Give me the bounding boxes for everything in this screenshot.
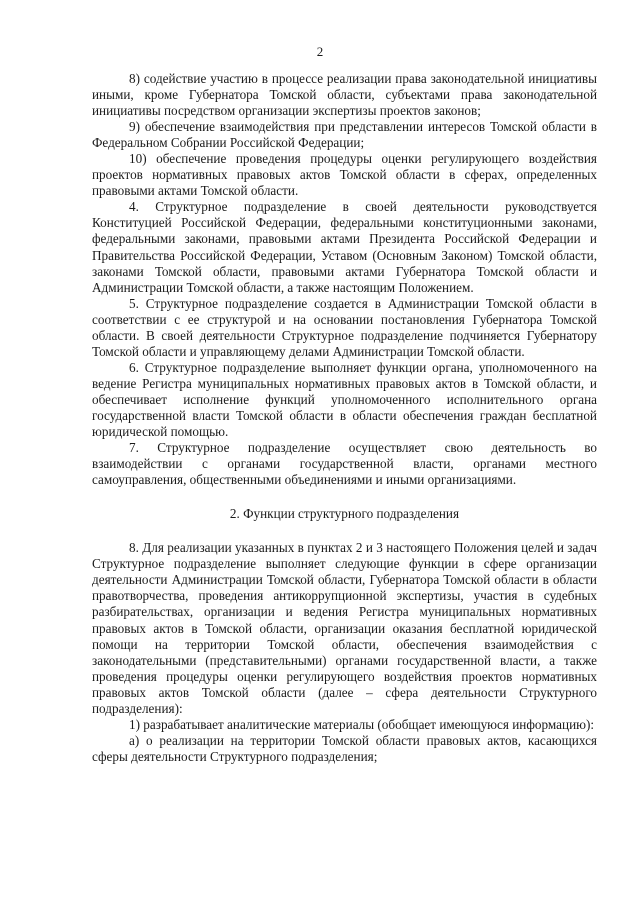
paragraph-item-8: 8) содействие участию в процессе реализации права законодательной инициативы иными, кроме Губернатора Томской области, субъектами права законодательной инициативы посредством организации экспертизы проектов законов; bbox=[92, 71, 597, 119]
paragraph-clause-6: 6. Структурное подразделение выполняет функции органа, уполномоченного на ведение Регистра муниципальных нормативных правовых актов в Томской области, и обеспечивает исполнение функций уполномоченного исполнительного органа государственной власти Томской области в области обеспечения граждан бесплатной юридической помощью. bbox=[92, 359, 597, 440]
section-heading: 2. Функции структурного подразделения bbox=[229, 506, 460, 522]
document-body bbox=[92, 71, 597, 765]
paragraph-item-10: 10) обеспечение проведения процедуры оценки регулирующего воздействия проектов нормативных правовых актов Томской области в сферах, определенных правовыми актами Томской области. bbox=[92, 151, 597, 199]
paragraph-subitem-1: 1) разрабатывает аналитические материалы (обобщает имеющуюся информацию): bbox=[129, 716, 595, 732]
paragraph-clause-5: 5. Структурное подразделение создается в Администрации Томской области в соответствии с ее структурой и на основании постановления Губернатора Томской области. В своей деятельности Структурное подразделение подчиняется Губернатору Томской области и управляющему делами Администрации Томской области. bbox=[92, 295, 597, 359]
page-number: 2 bbox=[316, 44, 324, 59]
paragraph-clause-4: 4. Структурное подразделение в своей деятельности руководствуется Конституцией Российской Федерации, федеральными конституционными законами, федеральными законами, правовыми актами Президента Российской Федерации и Правительства Российской Федерации, Уставом (Основным Законом) Томской области, законами Томской области, правовыми актами Губернатора Томской области и Администрации Томской области, а также настоящим Положением. bbox=[92, 199, 597, 295]
paragraph-subitem-a: а) о реализации на территории Томской области правовых актов, касающихся сферы деятельности Структурного подразделения; bbox=[92, 732, 597, 764]
paragraph-item-9: 9) обеспечение взаимодействия при представлении интересов Томской области в Федеральном Собрании Российской Федерации; bbox=[92, 119, 597, 151]
paragraph-clause-8: 8. Для реализации указанных в пунктах 2 и 3 настоящего Положения целей и задач Структурное подразделение выполняет следующие функции в сфере организации деятельности Администрации Томской области, Губернатора Томской области в области правотворчества, проведения антикоррупционной экспертизы, участия в судебных разбирательствах, организации и ведения Регистра муниципальных нормативных правовых актов в Томской области, организации оказания бесплатной юридической помощи на территории Томской области, обеспечения взаимодействия с законодательными (представительными) органами государственной власти, а также проведения процедуры оценки регулирующего воздействия проектов нормативных правовых актов Томской области (далее – сфера деятельности Структурного подразделения): bbox=[92, 540, 597, 716]
paragraph-clause-7: 7. Структурное подразделение осуществляет свою деятельность во взаимодействии с органами государственной власти, органами местного самоуправления, общественными объединениями и иными организациями. bbox=[92, 440, 597, 488]
